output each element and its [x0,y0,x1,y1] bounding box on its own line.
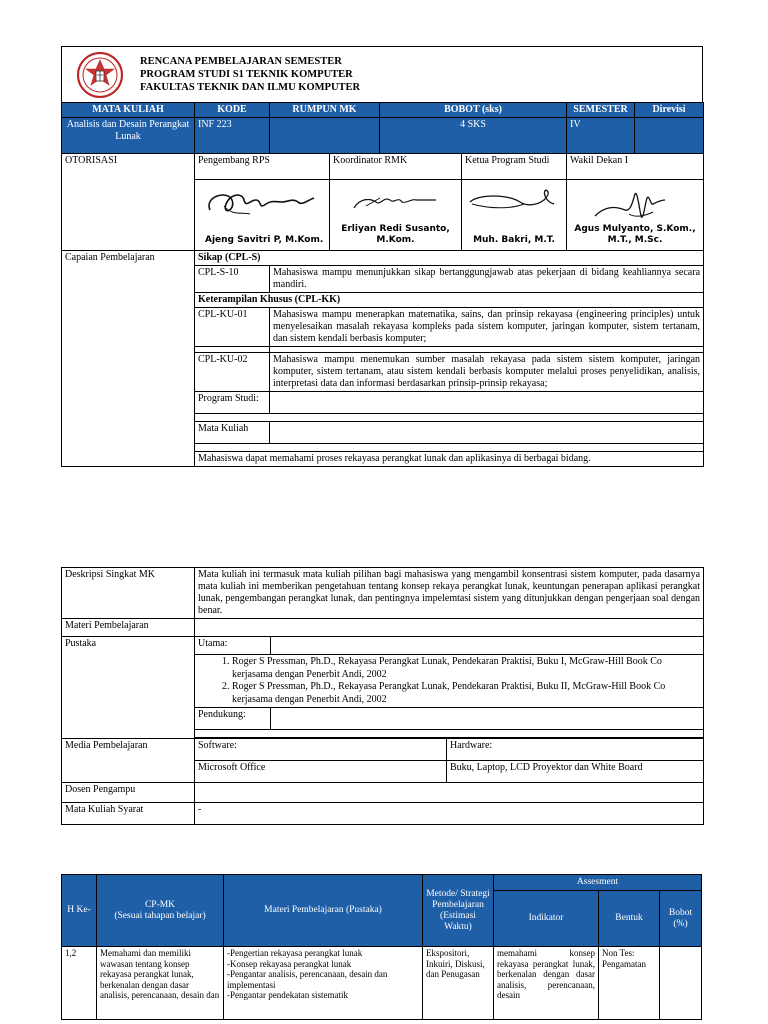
role-pengembang: Pengembang RPS [195,154,330,180]
software-label: Software: [195,739,447,761]
col-cpmk [97,875,224,947]
col-bobot: BOBOT (sks) [380,103,567,118]
signer-name-wakil-dekan: Agus Mulyanto, S.Kom., M.T., M.Sc. [574,224,696,245]
col-semester: SEMESTER [567,103,635,118]
pustaka-label: Pustaka [62,637,195,739]
col-direvisi: Direvisi [635,103,704,118]
cpmk-subtitle: (Sesuai tahapan belajar) [114,910,206,921]
university-logo-icon [76,51,124,99]
table-row [62,947,702,1020]
signature-cell-pengembang [195,180,330,251]
deskripsi-label: Deskripsi Singkat MK [62,568,195,619]
course-kode: INF 223 [195,118,270,154]
course-direvisi [635,118,704,154]
sikap-title: Sikap (CPL-S) [195,251,704,266]
syarat-label: Mata Kuliah Syarat [62,803,195,825]
mata-kuliah-label: Mata Kuliah [195,422,270,444]
cpl-s-10-code: CPL-S-10 [195,266,270,293]
software-value: Microsoft Office [195,761,447,783]
course-bobot: 4 SKS [380,118,567,154]
cpmk-title: CP-MK [144,899,176,910]
weekly-plan-table [61,874,702,1020]
row-cpmk: Memahami dan memiliki wawasan tentang konsep rekayasa perangkat lunak, berkenalan dengan dasar analisis, perencanaan, desain dan [97,947,224,1020]
deskripsi-text: Mata kuliah ini termasuk mata kuliah pilihan bagi mahasiswa yang mengambil konsentrasi sistem komputer, pada dasarnya mata kuliah ini memberikan pengetahuan tentang konsep rekaya perangkat lunak, keuntungan penerapan aplikasi perangkat lunak, pengembangan perangkat lunak, dan pentingnya impelemtasi sistem yang ditunjukkan dengan pengerjaan soal dengan benar. [195,568,704,619]
mata-kuliah-text: Mahasiswa dapat memahami proses rekayasa perangkat lunak dan aplikasinya di berbagai bidang. [195,452,704,467]
col-indikator: Indikator [494,891,599,947]
row-materi: -Pengertian rekayasa perangkat lunak -Konsep rekayasa perangkat lunak -Pengantar analisis, perencanaan, desain dan implementasi -Pengantar pendekatan sistematik [224,947,423,1020]
signature-image [575,186,695,226]
pendukung-label: Pendukung: [195,708,271,730]
header-line-1: RENCANA PEMBELAJARAN SEMESTER [140,56,342,67]
kk-title: Keterampilan Khusus (CPL-KK) [195,293,704,308]
row-bentuk: Non Tes: Pengamatan [599,947,660,1020]
course-identity-table [61,102,704,467]
row-indikator: memahami konsep rekayasa perangkat lunak, berkenalan dengan dasar analisis, perencanaan, desain [494,947,599,1020]
course-name: Analisis dan Desain Perangkat Lunak [62,118,195,154]
col-rumpun-mk: RUMPUN MK [270,103,380,118]
course-rumpun [270,118,380,154]
course-description-table [61,567,704,825]
signer-name-kaprodi: Muh. Bakri, M.T. [473,235,555,245]
col-assesment: Assesment [494,875,702,891]
col-materi: Materi Pembelajaran (Pustaka) [224,875,423,947]
utama-label: Utama: [195,637,271,655]
otorisasi-label: OTORISASI [62,154,195,251]
col-bentuk: Bentuk [599,891,660,947]
signature-cell-kaprodi [462,180,567,251]
dosen-label: Dosen Pengampu [62,783,195,803]
signer-name-pengembang: Ajeng Savitri P, M.Kom. [205,235,324,245]
hardware-label: Hardware: [447,739,704,761]
signature-cell-wakil-dekan [567,180,704,251]
col-metode: Metode/ Strategi Pembelajaran (Estimasi Waktu) [423,875,494,947]
program-studi-label: Program Studi: [195,392,270,414]
header-line-2: PROGRAM STUDI S1 TEKNIK KOMPUTER [140,69,353,80]
signature-image [336,186,456,216]
signature-cell-koordinator [330,180,462,251]
signature-image [464,186,564,216]
row-h: 1,2 [62,947,97,1020]
role-koordinator: Koordinator RMK [330,154,462,180]
capaian-label: Capaian Pembelajaran [62,251,195,467]
hardware-value: Buku, Laptop, LCD Proyektor dan White Board [447,761,704,783]
role-kaprodi: Ketua Program Studi [462,154,567,180]
row-bobot [660,947,702,1020]
header-line-3: FAKULTAS TEKNIK DAN ILMU KOMPUTER [140,82,361,93]
materi-label: Materi Pembelajaran [62,619,195,637]
cpl-ku-01-text: Mahasiswa mampu menerapkan matematika, sains, dan prinsip rekayasa (engineering principles) untuk menyelesaikan masalah rekayasa kompleks pada sistem komputer, jaringan komputer, sistem tertanam, dan sistem kendali berbasis komputer; [270,308,704,347]
cpl-s-10-text: Mahasiswa mampu menunjukkan sikap bertanggungjawab atas pekerjaan di bidang keahliannya secara mandiri. [270,266,704,293]
col-kode: KODE [195,103,270,118]
document-header [61,46,703,102]
cpl-ku-01-code: CPL-KU-01 [195,308,270,347]
cpl-ku-02-code: CPL-KU-02 [195,353,270,392]
pustaka-list [195,655,704,708]
row-metode: Ekspositori, Inkuiri, Diskusi, dan Penugasan [423,947,494,1020]
cpl-ku-02-text: Mahasiswa mampu menemukan sumber masalah rekayasa pada sistem sistem komputer, jaringan komputer, sistem tertanam, atau sistem kendali berbasis komputer melalui proses penyelidikan, analisis, interpretasi data dan informasi berdasarkan prinsip-prinsip rekayasa; [270,353,704,392]
col-mata-kuliah: MATA KULIAH [62,103,195,118]
col-h-ke: H Ke- [62,875,97,947]
syarat-value: - [195,803,704,825]
signature-image [202,186,322,222]
media-label: Media Pembelajaran [62,739,195,783]
course-semester: IV [567,118,635,154]
signer-name-koordinator: Erliyan Redi Susanto, M.Kom. [341,224,450,245]
col-bobot: Bobot (%) [660,891,702,947]
role-wakil-dekan: Wakil Dekan I [567,154,704,180]
pustaka-item: 2. Roger S Pressman, Ph.D., Rekayasa Perangkat Lunak, Pendekaran Praktisi, Buku II, McGraw-Hill Book Co kerjasama dengan Penerbit Andi, 2002 [232,681,700,706]
pustaka-item: 1. Roger S Pressman, Ph.D., Rekayasa Perangkat Lunak, Pendekaran Praktisi, Buku I, McGraw-Hill Book Co kerjasama dengan Penerbit Andi, 2002 [232,656,700,681]
